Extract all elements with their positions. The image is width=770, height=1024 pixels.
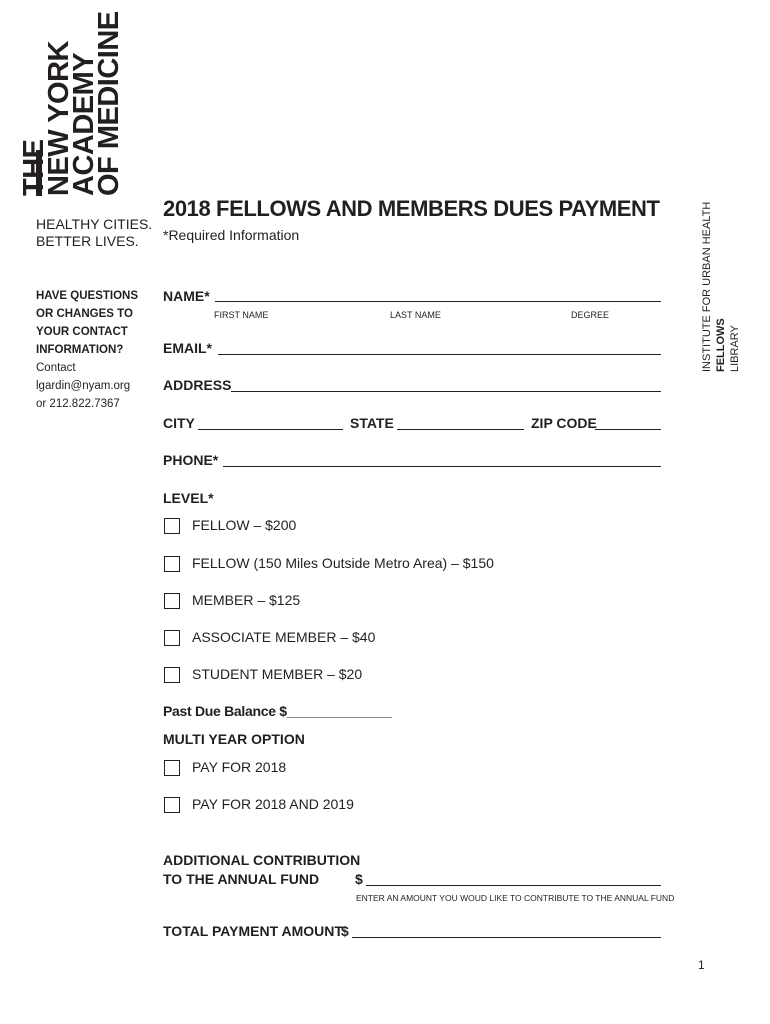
past-due-balance: Past Due Balance $______________ [163,703,392,719]
phone-label: PHONE* [163,452,219,468]
associate-member-option-label: ASSOCIATE MEMBER – $40 [192,629,376,645]
contact-question: HAVE QUESTIONS [36,290,139,302]
tagline-line: BETTER LIVES. [36,233,139,249]
page-title: 2018 FELLOWS AND MEMBERS DUES PAYMENT [163,196,660,221]
logo [18,11,132,196]
contact-phone: or 212.822.7367 [36,398,120,410]
fellow-outside-metro-option-label: FELLOW (150 Miles Outside Metro Area) – $150 [192,555,494,571]
required-note: *Required Information [163,227,300,243]
contact-info [36,287,146,413]
fellow-option-label: FELLOW – $200 [192,517,297,533]
state-label: STATE [350,415,394,431]
phone-field[interactable] [223,466,661,467]
member-option-label: MEMBER – $125 [192,592,301,608]
multi-year-label: MULTI YEAR OPTION [163,731,305,747]
zip-field[interactable] [595,429,661,430]
contribution-label: ADDITIONAL CONTRIBUTION [163,852,361,868]
logo-line: OF MEDICINE [93,11,125,196]
contribution-hint: ENTER AN AMOUNT YOU WOUD LIKE TO CONTRIBUTE TO THE ANNUAL FUND [356,893,675,903]
contact-line: Contact [36,362,76,374]
side-label [700,202,742,372]
contribution-label-line2: TO THE ANNUAL FUND [163,871,320,887]
fellow-outside-metro-checkbox[interactable] [164,556,180,572]
pay-2018-option-label: PAY FOR 2018 [192,759,287,775]
fellow-checkbox[interactable] [164,518,180,534]
degree-caption: DEGREE [571,310,610,320]
contact-question: INFORMATION? [36,344,124,356]
total-payment-label: TOTAL PAYMENT AMOUNT [163,923,343,939]
tagline-line: HEALTHY CITIES. [36,216,153,232]
page-number: 1 [698,958,705,972]
contact-question: OR CHANGES TO [36,308,133,320]
tagline [36,216,152,250]
side-label-library: LIBRARY [729,325,741,372]
state-field[interactable] [397,429,524,430]
email-field[interactable] [218,354,661,355]
logo-line: ACADEMY [68,52,100,196]
side-label-fellows: FELLOWS [715,318,727,372]
city-label: CITY [163,415,195,431]
pay-2018-checkbox[interactable] [164,760,180,776]
contribution-field[interactable] [366,885,661,886]
pay-2018-2019-checkbox[interactable] [164,797,180,813]
total-payment-field[interactable] [352,937,661,938]
associate-member-checkbox[interactable] [164,630,180,646]
logo-line: NEW YORK [43,41,75,196]
zip-label: ZIP CODE [531,415,597,431]
city-field[interactable] [198,429,343,430]
name-field[interactable] [215,301,661,302]
last-name-caption: LAST NAME [390,310,441,320]
contact-question: YOUR CONTACT [36,326,128,338]
email-label: EMAIL* [163,340,212,356]
student-member-checkbox[interactable] [164,667,180,683]
contribution-dollar-sign: $ [355,871,363,887]
logo-line: THE [18,139,50,196]
pay-2018-2019-option-label: PAY FOR 2018 AND 2019 [192,796,354,812]
address-field[interactable] [231,391,661,392]
first-name-caption: FIRST NAME [214,310,269,320]
side-label-institute: INSTITUTE FOR URBAN HEALTH [701,201,713,372]
level-label: LEVEL* [163,490,214,506]
total-dollar-sign: $ [341,923,349,939]
contact-email: lgardin@nyam.org [36,380,131,392]
member-checkbox[interactable] [164,593,180,609]
address-label: ADDRESS [163,377,232,393]
name-label: NAME* [163,288,210,304]
student-member-option-label: STUDENT MEMBER – $20 [192,666,363,682]
